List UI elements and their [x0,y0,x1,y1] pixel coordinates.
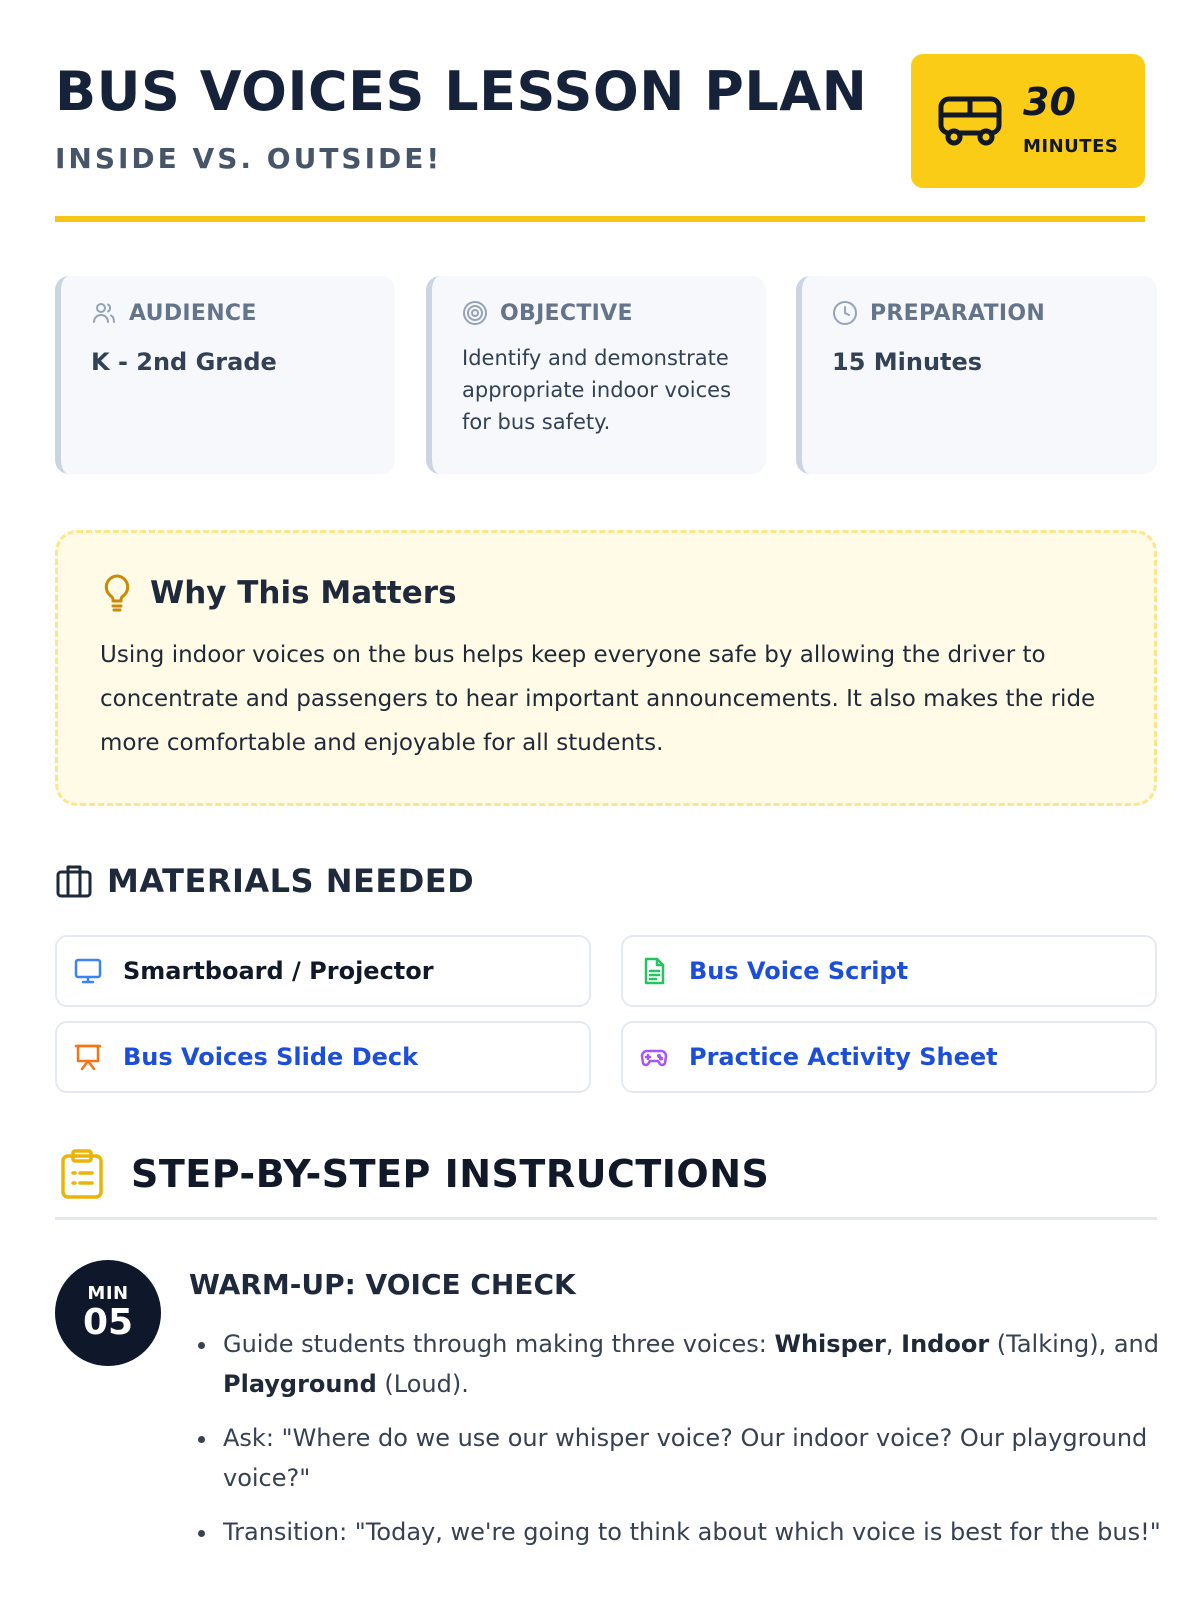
audience-card [55,276,395,474]
duration-value: 30 [1023,80,1076,124]
step-time-value: 05 [82,1302,134,1343]
gamepad-icon [639,1042,669,1072]
step-time-badge [55,1260,161,1366]
list-item: • Transition: "Today, we're going to think about which voice is best for the bus!" [219,1512,1179,1552]
duration-badge [911,54,1145,188]
list-item: • Ask: "Where do we use our whisper voice? Our indoor voice? Our playground voice?" [219,1418,1179,1498]
users-icon [91,300,117,326]
duration-unit: MINUTES [1023,136,1119,157]
materials-grid [55,935,1157,1095]
step-bullets [219,1324,1179,1566]
preparation-value: 15 Minutes [832,348,983,376]
target-icon [462,300,488,326]
header [55,0,1145,222]
materials-title: MATERIALS NEEDED [107,862,475,900]
bus-icon [937,95,1003,147]
briefcase-icon [55,863,93,899]
monitor-icon [73,956,103,986]
material-activity-sheet-link[interactable]: Practice Activity Sheet [689,1043,998,1071]
material-slide-deck-link[interactable]: Bus Voices Slide Deck [123,1043,419,1071]
lightbulb-icon [100,573,134,613]
why-title: Why This Matters [150,575,457,611]
step-title: WARM-UP: VOICE CHECK [189,1268,576,1301]
preparation-label: PREPARATION [870,300,1046,326]
material-bus-voice-script[interactable] [621,935,1157,1007]
why-text: Using indoor voices on the bus helps keep everyone safe by allowing the driver to concentrate and passengers to hear important announcements. It also makes the ride more comfortable and enjoyable for all students. [100,642,1096,756]
material-bus-voice-script-link[interactable]: Bus Voice Script [689,957,909,985]
material-smartboard-label: Smartboard / Projector [123,957,434,985]
page-subtitle: INSIDE VS. OUTSIDE! [55,142,443,175]
info-cards [55,276,1157,474]
material-smartboard [55,935,591,1007]
steps-title: STEP-BY-STEP INSTRUCTIONS [131,1152,770,1196]
objective-label: OBJECTIVE [500,300,633,326]
presentation-icon [73,1042,103,1072]
audience-value: K - 2nd Grade [91,348,277,376]
step-time-label: MIN [87,1283,129,1304]
materials-heading [55,862,474,900]
list-item: • Guide students through making three voices: Whisper, Indoor (Talking), and Playground (Loud). [219,1324,1179,1404]
objective-value: Identify and demonstrate appropriate indoor voices for bus safety. [462,346,732,434]
preparation-card [796,276,1157,474]
steps-heading [55,1148,1157,1220]
why-this-matters-callout [55,530,1157,806]
clock-icon [832,300,858,326]
page-title: BUS VOICES LESSON PLAN [55,60,868,123]
material-activity-sheet[interactable] [621,1021,1157,1093]
clipboard-icon [59,1148,105,1200]
objective-card [426,276,766,474]
material-slide-deck[interactable] [55,1021,591,1093]
document-icon [639,956,669,986]
audience-label: AUDIENCE [129,300,257,326]
